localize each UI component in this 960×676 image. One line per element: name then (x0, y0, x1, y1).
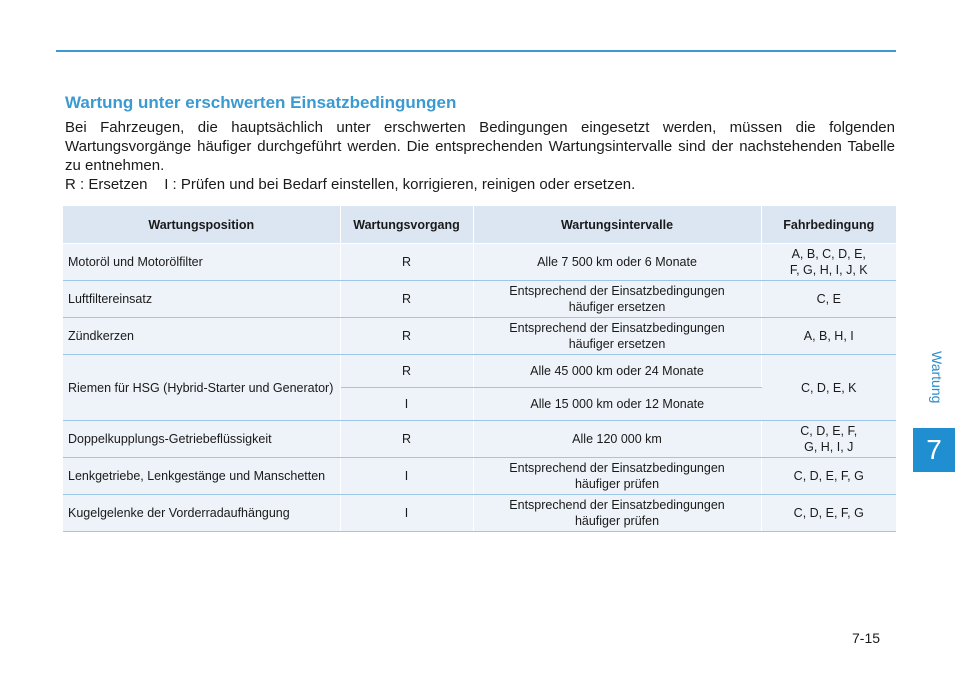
cell-position: Luftfiltereinsatz (63, 281, 340, 318)
interval-line: häufiger prüfen (574, 514, 660, 528)
cell-operation: I (340, 495, 473, 532)
table-header-row (63, 206, 896, 244)
cell-condition: C, D, E, F, G (761, 495, 896, 532)
header-interval: Wartungsintervalle (473, 206, 761, 244)
condition-line: C, D, E, F, (800, 424, 858, 438)
condition-line: F, G, H, I, J, K (789, 263, 868, 277)
interval-line: Entsprechend der Einsatzbedingungen (509, 284, 725, 298)
header-operation: Wartungsvorgang (340, 206, 473, 244)
chapter-side-label: Wartung (929, 351, 945, 404)
cell-interval: Alle 120 000 km (473, 421, 761, 458)
condition-line: G, H, I, J (804, 440, 854, 454)
cell-interval: Alle 15 000 km oder 12 Monate (473, 388, 761, 421)
intro-paragraph: Bei Fahrzeugen, die hauptsächlich unter erschwerten Bedingungen eingesetzt werden, müssen die folgenden Wartungsvorgänge häufiger durchgeführt werden. Die entsprechenden Wartungsintervalle sind der nachstehenden Tabelle zu entnehmen. (65, 119, 895, 174)
cell-interval (473, 318, 761, 355)
cell-position: Motoröl und Motorölfilter (63, 244, 340, 281)
cell-interval: Alle 45 000 km oder 24 Monate (473, 355, 761, 388)
cell-condition: C, E (761, 281, 896, 318)
cell-position: Zündkerzen (63, 318, 340, 355)
cell-operation: R (340, 244, 473, 281)
cell-position: Riemen für HSG (Hybrid-Starter und Generator) (63, 355, 340, 421)
chapter-number-badge: 7 (913, 428, 955, 472)
cell-operation: R (340, 421, 473, 458)
cell-interval (473, 495, 761, 532)
table-row (63, 318, 896, 355)
cell-condition: A, B, H, I (761, 318, 896, 355)
cell-operation: R (340, 281, 473, 318)
header-condition: Fahrbedingung (761, 206, 896, 244)
cell-condition: C, D, E, F, G (761, 458, 896, 495)
interval-line: häufiger ersetzen (568, 337, 666, 351)
top-rule (56, 50, 896, 52)
table-row (63, 495, 896, 532)
section-title: Wartung unter erschwerten Einsatzbedingungen (65, 93, 457, 112)
table-row (63, 458, 896, 495)
interval-line: Entsprechend der Einsatzbedingungen (509, 321, 725, 335)
interval-line: Entsprechend der Einsatzbedingungen (509, 461, 725, 475)
maintenance-table (63, 206, 896, 532)
cell-operation: R (340, 318, 473, 355)
cell-position: Kugelgelenke der Vorderradaufhängung (63, 495, 340, 532)
page-number: 7-15 (852, 630, 881, 646)
table-row (63, 355, 896, 388)
cell-condition (761, 421, 896, 458)
cell-operation: I (340, 388, 473, 421)
interval-line: Entsprechend der Einsatzbedingungen (509, 498, 725, 512)
cell-condition: C, D, E, K (761, 355, 896, 421)
legend-inspect: I : Prüfen und bei Bedarf einstellen, korrigieren, reinigen oder ersetzen. (164, 176, 636, 193)
table-row (63, 281, 896, 318)
cell-interval (473, 281, 761, 318)
cell-position: Lenkgetriebe, Lenkgestänge und Manschetten (63, 458, 340, 495)
legend-replace: R : Ersetzen (65, 176, 148, 193)
interval-line: häufiger ersetzen (568, 300, 666, 314)
table-row (63, 244, 896, 281)
cell-position: Doppelkupplungs-Getriebeflüssigkeit (63, 421, 340, 458)
cell-operation: I (340, 458, 473, 495)
legend (65, 175, 635, 195)
header-position: Wartungsposition (63, 206, 340, 244)
cell-interval: Alle 7 500 km oder 6 Monate (473, 244, 761, 281)
table-row (63, 421, 896, 458)
cell-condition (761, 244, 896, 281)
condition-line: A, B, C, D, E, (791, 247, 866, 261)
interval-line: häufiger prüfen (574, 477, 660, 491)
cell-interval (473, 458, 761, 495)
cell-operation: R (340, 355, 473, 388)
